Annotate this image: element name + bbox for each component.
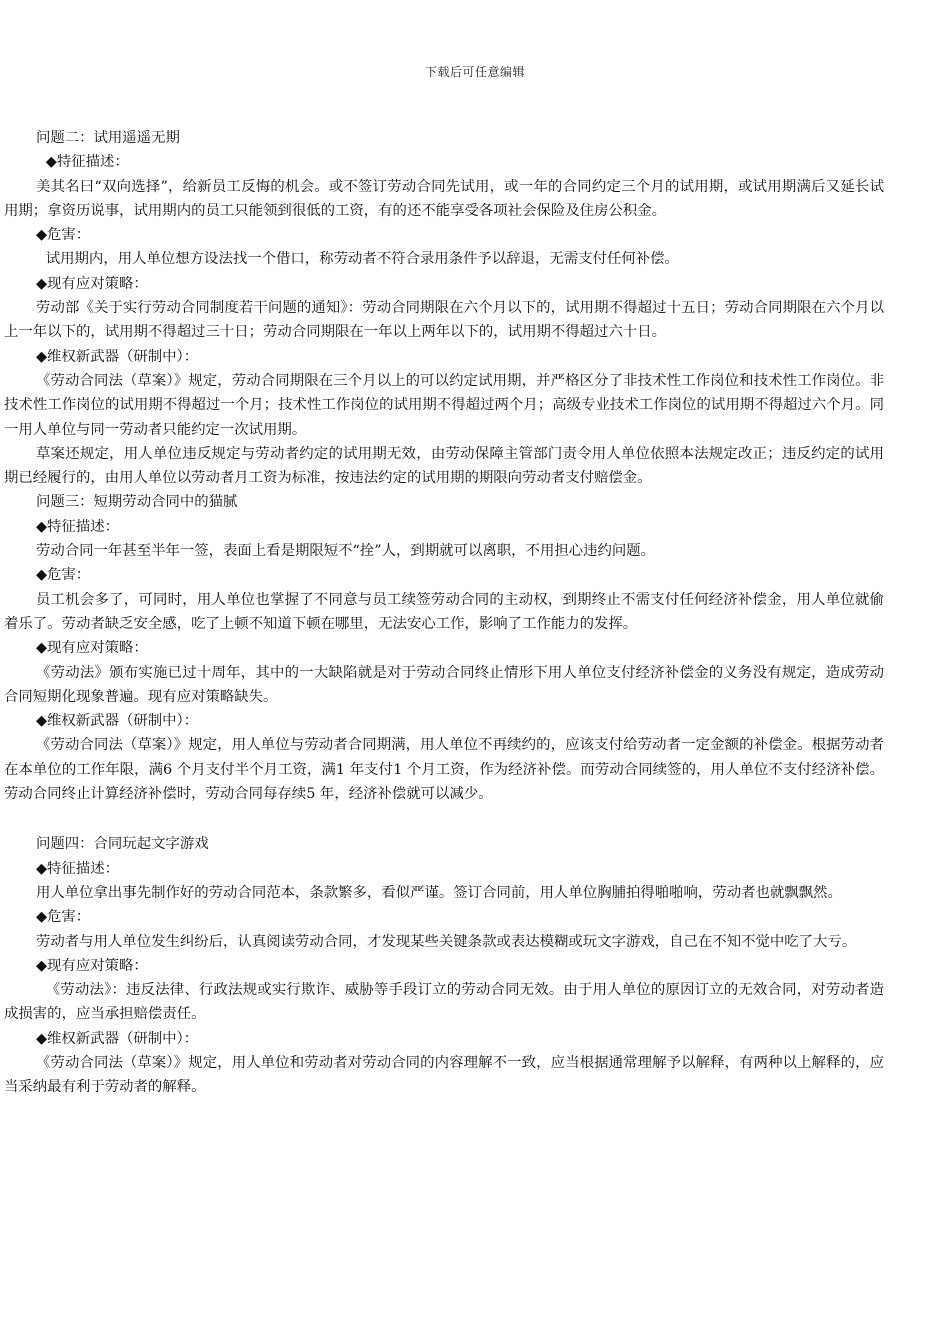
paragraph: 用人单位拿出事先制作好的劳动合同范本，条款繁多，看似严谨。签订合同前，用人单位胸脯拍得啪啪响，劳动者也就飘飘然。 bbox=[35, 884, 842, 901]
subsection-label: ◆维权新武器（研制中）： bbox=[35, 1030, 199, 1047]
paragraph: 劳动者与用人单位发生纠纷后，认真阅读劳动合同，才发现某些关键条款或表达模糊或玩文字游戏，自己在不知不觉中吃了大亏。 bbox=[35, 933, 857, 950]
paragraph: 《劳动法》：违反法律、行政法规或实行欺诈、威胁等手段订立的劳动合同无效。由于用人单位的原因订立的无效合同，对劳动者造成损害的，应当承担赔偿责任。 bbox=[4, 982, 884, 1023]
subsection-label: ◆维权新武器（研制中）： bbox=[35, 348, 199, 365]
page-header: 下载后可任意编辑 bbox=[424, 65, 525, 79]
document-body bbox=[4, 126, 884, 1100]
paragraph: 《劳动合同法（草案）》规定，用人单位和劳动者对劳动合同的内容理解不一致，应当根据通常理解予以解释，有两种以上解释的，应当采纳最有利于劳动者的解释。 bbox=[4, 1054, 884, 1096]
paragraph: 《劳动法》颁布实施已过十周年，其中的一大缺陷就是对于劳动合同终止情形下用人单位支付经济补偿金的义务没有规定，造成劳动合同短期化现象普遍。现有应对策略缺失。 bbox=[4, 664, 884, 705]
section-heading: 问题四：合同玩起文字游戏 bbox=[35, 836, 209, 853]
subsection-label: ◆危害： bbox=[35, 227, 91, 244]
subsection-label: ◆特征描述： bbox=[35, 518, 119, 535]
paragraph: 劳动合同一年甚至半年一签，表面上看是期限短不“拴”人，到期就可以离职，不用担心违约问题。 bbox=[35, 543, 656, 560]
paragraph-spacer bbox=[4, 806, 884, 832]
subsection-label: ◆现有应对策略： bbox=[35, 640, 148, 657]
paragraph: 《劳动合同法（草案）》规定，劳动合同期限在三个月以上的可以约定试用期，并严格区分了非技术性工作岗位和技术性工作岗位。非技术性工作岗位的试用期不得超过一个月；技术性工作岗位的试用期不得超过两个月；高级专业技术工作岗位的试用期不得超过六个月。同一用人单位与同一劳动者只能约定一次试用期。 bbox=[4, 372, 884, 438]
section-heading: 问题三：短期劳动合同中的猫腻 bbox=[35, 494, 238, 511]
paragraph: 劳动部《关于实行劳动合同制度若干问题的通知》：劳动合同期限在六个月以下的，试用期不得超过十五日；劳动合同期限在六个月以上一年以下的，试用期不得超过三十日；劳动合同期限在一年以上两年以下的，试用期不得超过六十日。 bbox=[4, 300, 884, 341]
subsection-label: ◆危害： bbox=[35, 909, 91, 926]
subsection-label: ◆维权新武器（研制中）： bbox=[35, 713, 199, 730]
paragraph: 员工机会多了，可同时，用人单位也掌握了不同意与员工续签劳动合同的主动权，到期终止不需支付任何经济补偿金，用人单位就偷着乐了。劳动者缺乏安全感，吃了上顿不知道下顿在哪里，无法安心工作，影响了工作能力的发挥。 bbox=[4, 591, 884, 632]
subsection-label: ◆危害： bbox=[35, 567, 91, 584]
subsection-label: ◆现有应对策略： bbox=[35, 275, 148, 292]
section-heading: 问题二：试用遥遥无期 bbox=[35, 130, 180, 146]
paragraph: 试用期内，用人单位想方设法找一个借口，称劳动者不符合录用条件予以辞退，无需支付任何补偿。 bbox=[45, 251, 679, 268]
subsection-label: ◆现有应对策略： bbox=[35, 957, 148, 974]
subsection-label: ◆特征描述： bbox=[35, 860, 119, 877]
paragraph: 草案还规定，用人单位违反规定与劳动者约定的试用期无效，由劳动保障主管部门责令用人单位依照本法规定改正；违反约定的试用期已经履行的，由用人单位以劳动者月工资为标准，按违法约定的试用期的期限向劳动者支付赔偿金。 bbox=[4, 445, 884, 487]
paragraph: 美其名曰“双向选择”，给新员工反悔的机会。或不签订劳动合同先试用，或一年的合同约定三个月的试用期，或试用期满后又延长试用期；拿资历说事，试用期内的员工只能领到很低的工资，有的还不能享受各项社会保险及住房公积金。 bbox=[4, 178, 884, 219]
paragraph: 《劳动合同法（草案）》规定，用人单位与劳动者合同期满，用人单位不再续约的，应该支付给劳动者一定金额的补偿金。根据劳动者在本单位的工作年限，满6 个月支付半个月工资，满1 年支付1 个月工资，作为经济补偿。而劳动合同续签的，用人单位不支付经济补偿。劳动合同终止计算经济补偿时，劳动合同每存续5 年，经济补偿就可以减少。 bbox=[4, 737, 884, 803]
subsection-label: ◆特征描述： bbox=[45, 154, 129, 171]
